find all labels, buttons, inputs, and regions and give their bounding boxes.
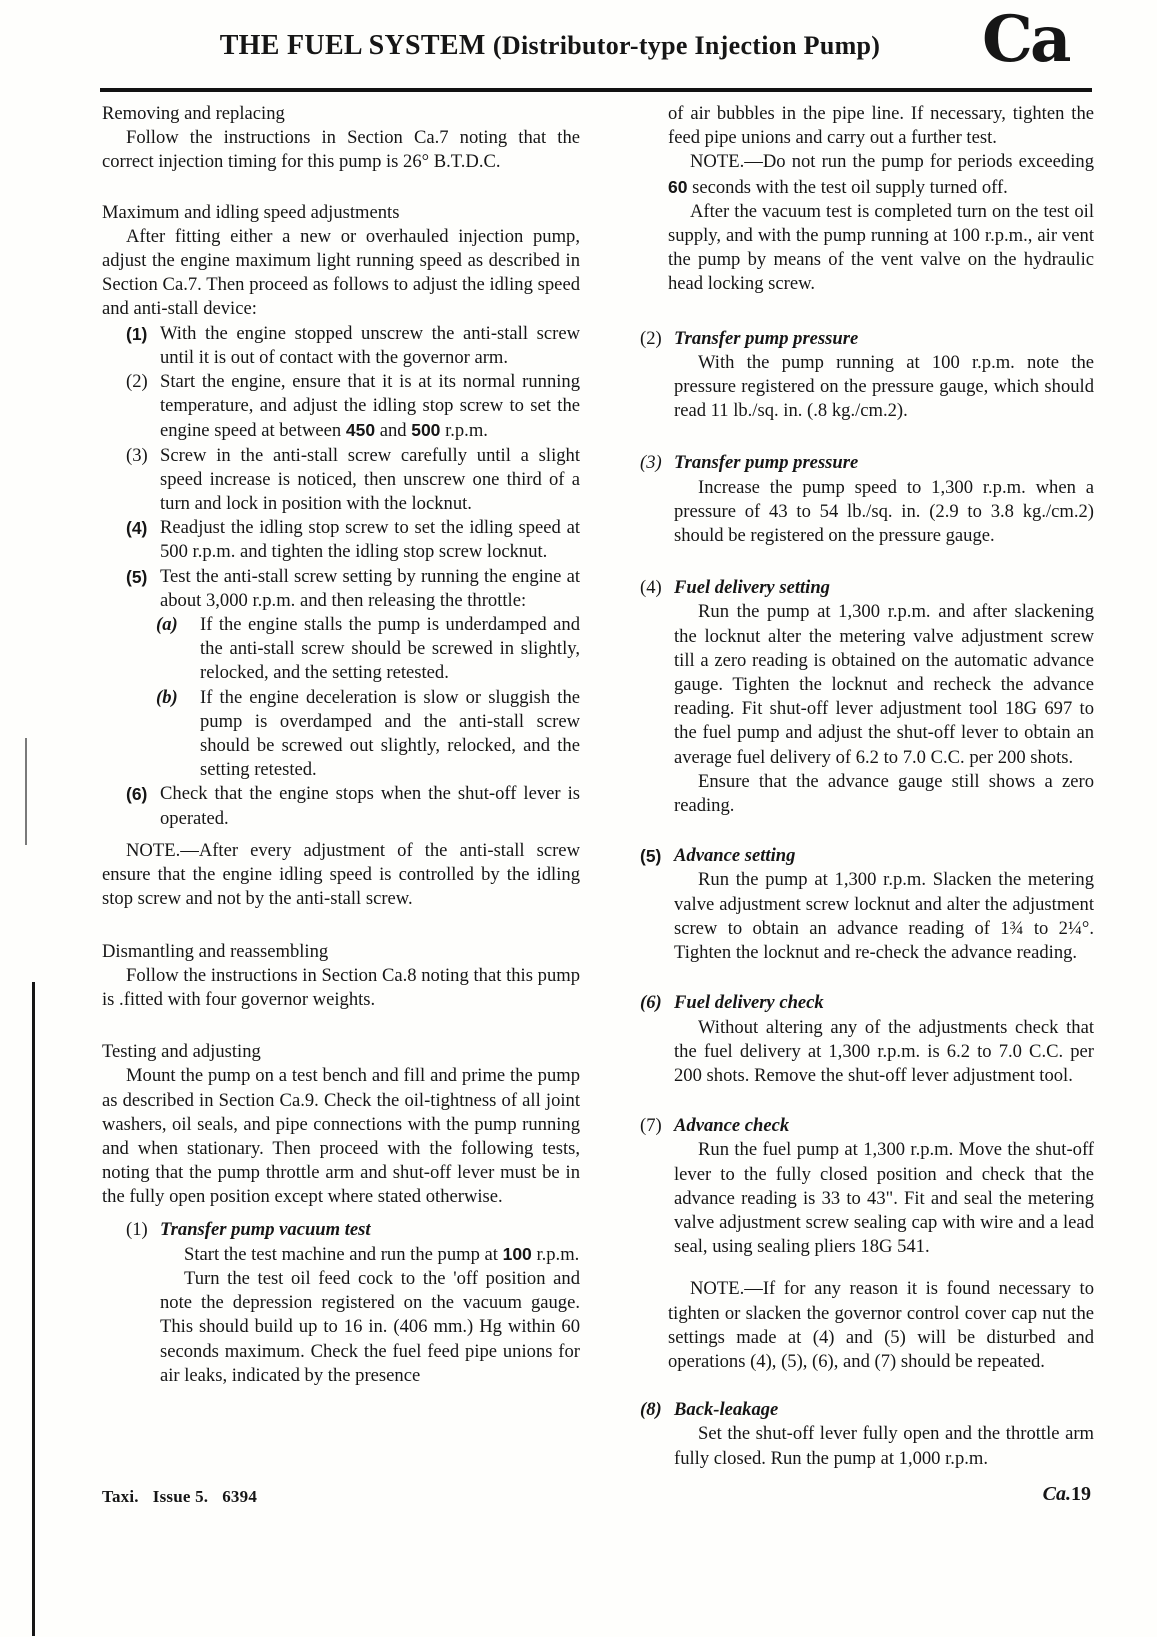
page-title-sub: (Distributor-type Injection Pump) [492,31,881,60]
test-item-body [674,868,1094,965]
note-60-seconds [668,150,1094,199]
test-item-heading [616,327,1094,351]
bold-value: 450 [345,420,376,441]
bold-value: 500 [411,420,441,441]
heading-max-idling: Maximum and idling speed adjustments [102,201,400,223]
paragraph [160,1242,580,1267]
heading-testing-adjusting: Testing and adjusting [102,1041,261,1063]
list-item-number: (5) [126,566,148,587]
test-item-heading [616,844,1094,868]
test-item-title: Fuel delivery check [674,992,824,1014]
test-item-heading [616,451,1094,475]
paragraph: With the pump running at 100 r.p.m. note the pressure registered on the pressure gauge, which should read 11 lb./sq. in. (.8 kg./cm.2). [674,351,1094,422]
test-item-body [160,1242,580,1388]
test-item-body [674,600,1094,818]
list-item-number: (4) [126,518,148,539]
paragraph: Ensure that the advance gauge still shows a zero reading. [674,770,1094,817]
test-item-7 [616,1114,1094,1259]
list-item [102,782,580,830]
footer-issue: Issue 5. [152,1487,209,1506]
test-item-number: (3) [640,452,662,474]
test-item-title: Advance check [674,1115,790,1137]
list-subitem-letter: (b) [156,686,178,708]
para-dismantling: Follow the instructions in Section Ca.8 noting that this pump is .fitted with four governor weights. [102,964,580,1010]
margin-mark-upper [25,738,27,845]
header-rule [100,88,1092,92]
list-item-number: (6) [126,784,148,805]
list-subitem [102,686,580,783]
list-item-text: Check that the engine stops when the shut-off lever is operated. [160,783,580,829]
test-item-body [674,476,1094,549]
footer-section-prefix: Ca. [1042,1483,1071,1505]
list-item-number: (3) [126,444,148,466]
list-item-number: (1) [126,323,148,344]
paragraph: Run the fuel pump at 1,300 r.p.m. Move the shut-off lever to the fully closed position and check that the advance reading is 33 to 43". Fit and seal the metering valve adjustment screw sealing cap with wire and a lead seal, using sealing pliers 18G 541. [674,1139,1094,1258]
test-item-number: (4) [640,577,662,599]
test-item-5 [616,844,1094,965]
test-item-number: (1) [126,1218,148,1240]
paragraph: NOTE.—If for any reason it is found necessary to tighten or slacken the governor control cover cap nut the settings made at (4) and (5) will be disturbed and operations (4), (5), (6), and (7) should be repeated. [668,1278,1094,1372]
list-subitem-text: If the engine deceleration is slow or sluggish the pump is overdamped and the anti-stall screw should be screwed out slightly, relocked, and the setting retested. [200,686,580,781]
para-removing-replacing: Follow the instructions in Section Ca.7 noting that the correct injection timing for this pump is 26° B.T.D.C. [102,127,580,173]
list-item-text: Test the anti-stall screw setting by running the engine at about 3,000 r.p.m. and then releasing the throttle: [160,565,580,611]
text-segment: Start the engine, ensure that it is at its normal running temperature, and adjust the idling stop screw to set the engine speed at between [160,371,580,442]
bold-value: 60 [668,176,688,197]
test-item-heading [616,576,1094,600]
list-subitem-text: If the engine stalls the pump is underdamped and the anti-stall screw should be screwed in slightly, relocked, and the setting retested. [200,614,580,684]
test-item-body [674,351,1094,424]
paragraph: After the vacuum test is completed turn on the test oil supply, and with the pump running at 100 r.p.m., air vent the pump by means of the vent valve on the hydraulic head locking screw. [668,200,1094,295]
text-segment: r.p.m. [531,1243,580,1265]
list-item [102,516,580,564]
paragraph: Turn the test oil feed cock to the 'off position and note the depression registered on the vacuum gauge. This should build up to 16 in. (406 mm.) Hg within 60 seconds maximum. Check the fuel feed pipe unions for air leaks, indicated by the presence [160,1267,580,1386]
list-item-text: Readjust the idling stop screw to set the idling speed at 500 r.p.m. and tighten the idling stop screw locknut. [160,517,580,563]
test-item-number: (7) [640,1115,662,1137]
list-item [102,370,580,444]
note-anti-stall: NOTE.—After every adjustment of the anti-stall screw ensure that the engine idling speed is controlled by the idling stop screw and not by the anti-stall screw. [102,839,580,910]
test-item-title: Advance setting [674,845,796,867]
paragraph: Increase the pump speed to 1,300 r.p.m. when a pressure of 43 to 54 lb./sq. in. (2.9 to 3.8 kg./cm.2) should be registered on the pressure gauge. [674,476,1094,547]
paragraph: Without altering any of the adjustments check that the fuel delivery at 1,300 r.p.m. is 6.2 to 7.0 C.C. per 200 shots. Remove the shut-off lever adjustment tool. [674,1016,1094,1086]
test-item-body [674,1138,1094,1259]
note-governor-cover [668,1277,1094,1374]
test-item-body [674,1422,1094,1470]
section-code-logo: Ca [982,2,1069,77]
list-item [102,565,580,613]
test-item-number: (8) [640,1399,662,1421]
test-item-8 [616,1398,1094,1471]
text-segment: and [375,420,412,442]
test-item-heading [616,1114,1094,1138]
test-item-title: Fuel delivery setting [674,577,830,599]
test-item-2 [616,327,1094,424]
item1-continuation [668,102,1094,297]
paragraph: of air bubbles in the pipe line. If necessary, tighten the feed pipe unions and carry out a further test. [668,103,1094,149]
list-item-text: With the engine stopped unscrew the anti-stall screw until it is out of contact with the governor arm. [160,322,580,368]
footer-model: Taxi. [102,1487,139,1506]
test-item-title: Transfer pump pressure [674,452,859,474]
footer-page-number [1043,1483,1091,1506]
list-item-text [160,370,580,444]
text-segment: seconds with the test oil supply turned off. [687,176,1008,198]
test-item-number: (6) [640,992,662,1014]
test-item-4 [616,576,1094,818]
footer-code: 6394 [222,1487,258,1506]
footer-imprint [102,1487,271,1507]
test-item-number: (2) [640,327,662,349]
page-title-main: THE FUEL SYSTEM [219,30,486,61]
test-item-3 [616,451,1094,548]
paragraph: Run the pump at 1,300 r.p.m. and after slackening the locknut alter the metering valve adjustment screw till a zero reading is obtained on the automatic advance gauge. Tighten the locknut and recheck the advance reading. Fit shut-off lever adjustment tool 18G 697 to the fuel pump and adjust the shut-off lever to obtain an average fuel delivery of 6.2 to 7.0 C.C. per 200 shots. [674,601,1094,768]
left-column [102,102,580,1388]
list-subitem-letter: (a) [156,614,178,636]
margin-mark-lower [32,982,35,1636]
text-segment: r.p.m. [440,420,488,442]
test-item-6 [616,991,1094,1088]
list-item [102,444,580,517]
text-segment: NOTE.—Do not run the pump for periods exceeding [690,151,1094,173]
list-item-number: (2) [126,371,148,393]
page-title [130,30,970,62]
test-item-title: Transfer pump pressure [674,327,859,349]
test-item-body [674,1016,1094,1089]
test-item-heading [616,1398,1094,1422]
list-subitem [102,613,580,686]
test-item-heading [102,1218,580,1242]
test-item-title: Back-leakage [674,1399,779,1421]
para-max-idling: After fitting either a new or overhauled injection pump, adjust the engine maximum light running speed as described in Section Ca.7. Then proceed as follows to adjust the idling speed and anti-stall device: [102,225,580,320]
heading-removing-replacing: Removing and replacing [102,103,285,124]
test-item-number: (5) [640,846,662,867]
test-item-1 [102,1218,580,1388]
test-item-title: Transfer pump vacuum test [160,1218,371,1240]
paragraph: Set the shut-off lever fully open and the throttle arm fully closed. Run the pump at 1,000 r.p.m. [674,1423,1094,1469]
heading-dismantling: Dismantling and reassembling [102,940,329,962]
right-column [616,102,1094,1471]
test-item-heading [616,991,1094,1015]
bold-value: 100 [502,1243,532,1264]
list-item-text: Screw in the anti-stall screw carefully until a slight speed increase is noticed, then unscrew one third of a turn and lock in position with the locknut. [160,444,580,515]
list-item [102,322,580,370]
para-testing-adjusting: Mount the pump on a test bench and fill and prime the pump as described in Section Ca.9. Check the oil-tightness of all joint washers, oil seals, and pipe connections with the pump running and when stationary. Then proceed with the following tests, noting that the pump throttle arm and shut-off lever must be in the fully open position except where stated otherwise. [102,1065,580,1208]
paragraph: Run the pump at 1,300 r.p.m. Slacken the metering valve adjustment screw locknut and alter the adjustment screw to obtain an advance reading of 1¾ to 2¼°. Tighten the locknut and re-check the advance reading. [674,869,1094,964]
text-segment: Start the test machine and run the pump at [184,1243,503,1265]
footer-page-digits: 19 [1071,1483,1091,1505]
